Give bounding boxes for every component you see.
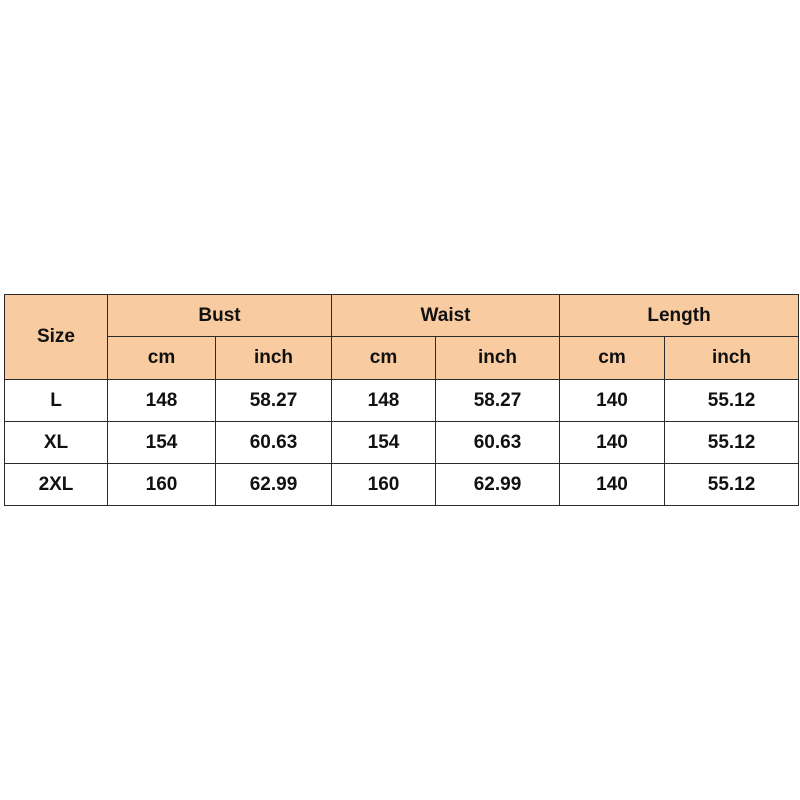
size-cell: L bbox=[5, 380, 108, 422]
bust-cm-cell: 148 bbox=[108, 380, 216, 422]
bust-cm-cell: 154 bbox=[108, 422, 216, 464]
length-cm-header: cm bbox=[560, 337, 665, 380]
bust-cm-header: cm bbox=[108, 337, 216, 380]
length-cm-cell: 140 bbox=[560, 464, 665, 506]
waist-cm-cell: 154 bbox=[332, 422, 436, 464]
bust-inch-header: inch bbox=[216, 337, 332, 380]
table-row bbox=[5, 422, 799, 464]
length-inch-cell: 55.12 bbox=[665, 422, 799, 464]
length-inch-cell: 55.12 bbox=[665, 464, 799, 506]
table-row bbox=[5, 380, 799, 422]
table-row bbox=[5, 464, 799, 506]
length-group-header: Length bbox=[560, 295, 799, 337]
header-unit-row bbox=[5, 337, 799, 380]
length-cm-cell: 140 bbox=[560, 422, 665, 464]
waist-inch-cell: 58.27 bbox=[436, 380, 560, 422]
size-column-header: Size bbox=[5, 295, 108, 380]
bust-cm-cell: 160 bbox=[108, 464, 216, 506]
waist-cm-cell: 160 bbox=[332, 464, 436, 506]
waist-inch-cell: 62.99 bbox=[436, 464, 560, 506]
waist-cm-header: cm bbox=[332, 337, 436, 380]
waist-cm-cell: 148 bbox=[332, 380, 436, 422]
bust-group-header: Bust bbox=[108, 295, 332, 337]
bust-inch-cell: 60.63 bbox=[216, 422, 332, 464]
size-cell: 2XL bbox=[5, 464, 108, 506]
bust-inch-cell: 58.27 bbox=[216, 380, 332, 422]
waist-inch-cell: 60.63 bbox=[436, 422, 560, 464]
table-body bbox=[5, 380, 799, 506]
table-header bbox=[5, 295, 799, 380]
header-group-row bbox=[5, 295, 799, 337]
size-cell: XL bbox=[5, 422, 108, 464]
length-inch-cell: 55.12 bbox=[665, 380, 799, 422]
bust-inch-cell: 62.99 bbox=[216, 464, 332, 506]
length-cm-cell: 140 bbox=[560, 380, 665, 422]
waist-group-header: Waist bbox=[332, 295, 560, 337]
length-inch-header: inch bbox=[665, 337, 799, 380]
waist-inch-header: inch bbox=[436, 337, 560, 380]
size-chart-table bbox=[4, 294, 799, 506]
